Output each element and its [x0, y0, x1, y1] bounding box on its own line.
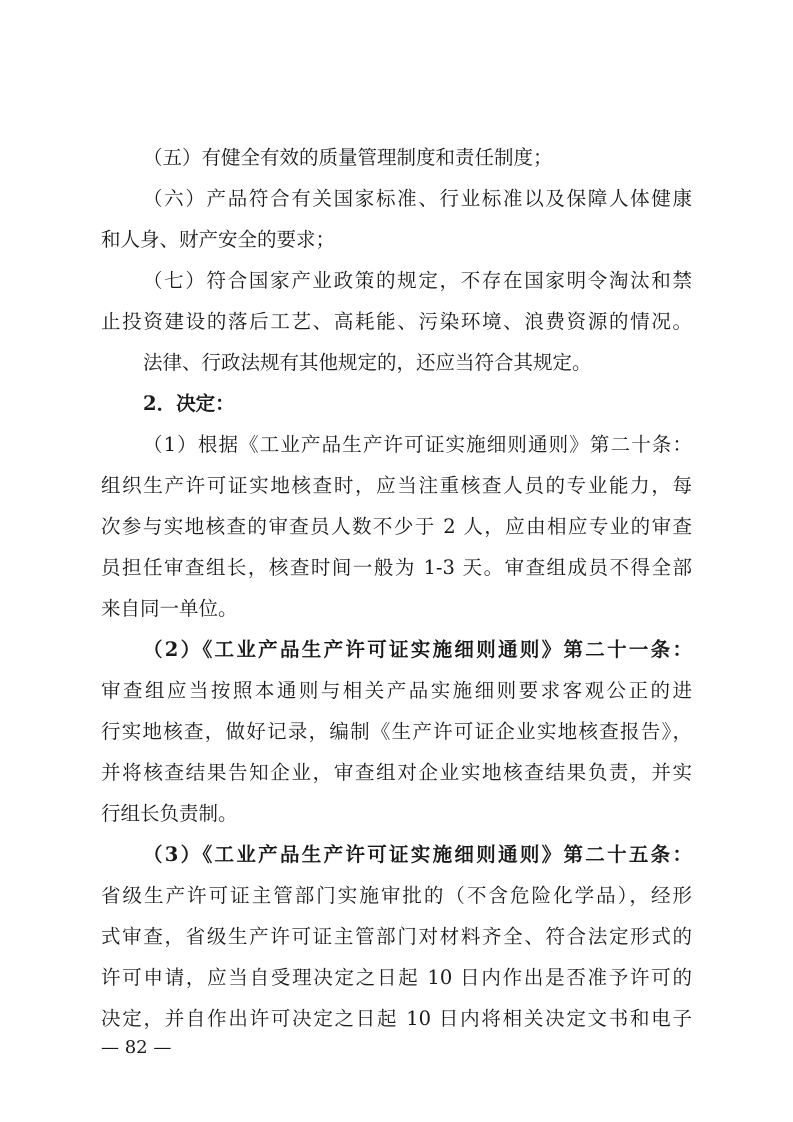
text-line [0, 430, 793, 460]
paragraph-text: （六）产品符合有关国家标准、行业标准以及保障人体健康 [143, 187, 692, 210]
paragraph-text: 员担任审查组长，核查时间一般为 1-3 天。审查组成员不得全部 [101, 556, 692, 579]
text-line [0, 553, 793, 583]
text-line [0, 512, 793, 542]
text-line [0, 143, 793, 173]
paragraph-text: 省级生产许可证主管部门实施审批的（不含危险化学品），经形 [101, 884, 692, 907]
paragraph-text: 组织生产许可证实地核查时，应当注重核查人员的专业能力，每 [101, 474, 692, 497]
text-line [0, 348, 793, 378]
text-line [0, 799, 793, 829]
paragraph-text: （七）符合国家产业政策的规定，不存在国家明令淘汰和禁 [143, 269, 692, 292]
paragraph-text: 止投资建设的落后工艺、高耗能、污染环境、浪费资源的情况。 [101, 310, 692, 333]
text-line [0, 1004, 793, 1034]
section-heading: 2．决定： [143, 392, 235, 415]
clause-heading: （2）《工业产品生产许可证实施细则通则》第二十一条： [143, 638, 692, 661]
text-line [0, 184, 793, 214]
paragraph-text: 式审查，省级生产许可证主管部门对材料齐全、符合法定形式的 [101, 925, 692, 948]
text-line [0, 676, 793, 706]
paragraph-text: 和人身、财产安全的要求； [101, 228, 336, 251]
text-line [0, 840, 793, 870]
text-line [0, 758, 793, 788]
text-line [0, 963, 793, 993]
text-line [0, 635, 793, 665]
text-line [0, 266, 793, 296]
paragraph-text: 并将核查结果告知企业，审查组对企业实地核查结果负责，并实 [101, 761, 692, 784]
text-line [0, 594, 793, 624]
text-line [0, 225, 793, 255]
paragraph-text: 决定，并自作出许可决定之日起 10 日内将相关决定文书和电子 [101, 1007, 692, 1030]
paragraph-text: 许可申请，应当自受理决定之日起 10 日内作出是否准予许可的 [101, 966, 692, 989]
paragraph-text: 次参与实地核查的审查员人数不少于 2 人，应由相应专业的审查 [101, 515, 692, 538]
paragraph-text: 审查组应当按照本通则与相关产品实施细则要求客观公正的进 [101, 679, 692, 702]
clause-heading: （1）根据《工业产品生产许可证实施细则通则》第二十条： [143, 433, 692, 456]
text-line [0, 717, 793, 747]
page-number: — 82 — [101, 1037, 172, 1058]
paragraph-text: 来自同一单位。 [101, 597, 238, 620]
clause-heading: （3）《工业产品生产许可证实施细则通则》第二十五条： [143, 843, 692, 866]
paragraph-text: （五）有健全有效的质量管理制度和责任制度； [143, 146, 553, 169]
text-line [0, 922, 793, 952]
paragraph-text: 法律、行政法规有其他规定的，还应当符合其规定。 [143, 351, 592, 374]
paragraph-text: 行组长负责制。 [101, 802, 238, 825]
text-line [0, 471, 793, 501]
paragraph-text: 行实地核查，做好记录，编制《生产许可证企业实地核查报告》， [101, 720, 692, 743]
text-line [0, 389, 793, 419]
text-line [0, 307, 793, 337]
text-line [0, 881, 793, 911]
